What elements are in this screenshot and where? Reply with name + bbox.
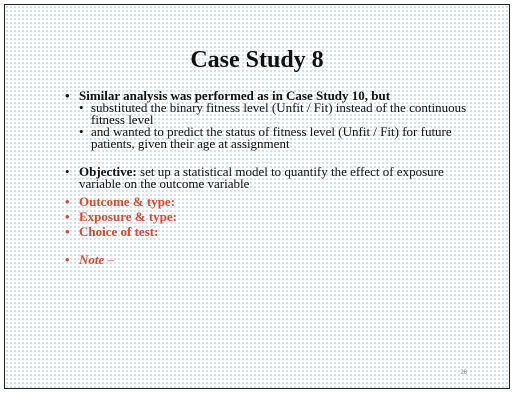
- bullet-icon: •: [65, 88, 70, 103]
- bullet-icon: •: [79, 124, 84, 139]
- choice-of-test-label: Choice of test:: [79, 224, 159, 239]
- slide-title: Case Study 8: [190, 47, 324, 73]
- bullet-text: Similar analysis was performed as in Case Study 10, but: [79, 88, 391, 103]
- note-label: Note: [79, 252, 105, 267]
- bullet-objective: [65, 166, 485, 190]
- objective-label: Objective:: [79, 164, 137, 179]
- sub-bullet-text: and wanted to predict the status of fitness level (Unfit / Fit) for future patients, given their age at assignment: [91, 124, 452, 151]
- sub-bullet-predict-status: [65, 126, 485, 150]
- page-number: 26: [460, 370, 467, 376]
- bullet-icon: •: [65, 164, 70, 179]
- bullet-outcome-type: [65, 196, 485, 208]
- slide-content: [65, 90, 485, 266]
- bullet-icon: •: [79, 100, 84, 115]
- note-suffix: –: [104, 252, 115, 267]
- bullet-icon: •: [65, 224, 70, 239]
- bullet-exposure-type: [65, 211, 485, 223]
- sub-bullet-binary-fitness: [65, 102, 485, 126]
- bullet-choice-of-test: [65, 226, 485, 238]
- bullet-note: [65, 254, 485, 266]
- bullet-icon: •: [65, 209, 70, 224]
- objective-text: set up a statistical model to quantify the effect of exposure variable on the outcome variable: [79, 164, 444, 191]
- slide: [4, 4, 510, 389]
- sub-bullet-text: substituted the binary fitness level (Unfit / Fit) instead of the continuous fitness level: [91, 100, 467, 127]
- bullet-icon: •: [65, 194, 70, 209]
- bullet-icon: •: [65, 252, 70, 267]
- exposure-type-label: Exposure & type:: [79, 209, 177, 224]
- outcome-type-label: Outcome & type:: [79, 194, 176, 209]
